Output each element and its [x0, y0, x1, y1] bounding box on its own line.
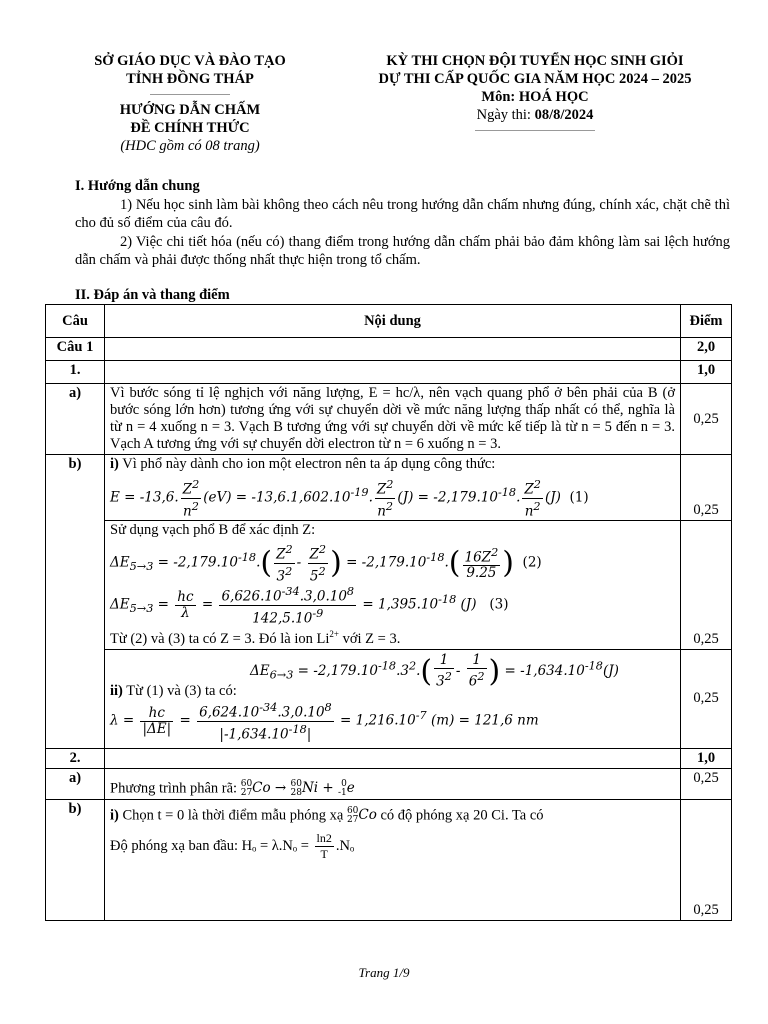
- subpart-label: b): [46, 799, 105, 920]
- subpart-label: a): [46, 768, 105, 799]
- answer-cell: [105, 768, 681, 799]
- equation-3: $\Delta E_{5\to 3}$ = $\frac{hc}{\lambda}$ = $\frac{6,626.10^{-34}.3,0.10^8}{142,5.10^{-9}}$ = $1,395.10^{-18}$ (J) (3): [110, 585, 509, 626]
- conclusion-line: [110, 626, 675, 648]
- answer-score: 0,25: [681, 455, 732, 521]
- answer-score: 0,25: [681, 521, 732, 650]
- answer-score: 0,25: [681, 768, 732, 799]
- doc-type: HƯỚNG DẪN CHẤM: [119, 102, 261, 118]
- subpart-label: b): [46, 455, 105, 749]
- item-prefix: i): [110, 807, 119, 824]
- subject-line: [335, 88, 735, 106]
- ln2-fraction: $\frac{\ln 2}{T}$: [316, 830, 332, 861]
- part-label: 2.: [46, 748, 105, 768]
- section-2-title: II. Đáp án và thang điểm: [75, 287, 230, 303]
- exam-title: KỲ THI CHỌN ĐỘI TUYỂN HỌC SINH GIỎI: [386, 53, 684, 69]
- department-name: SỞ GIÁO DỤC VÀ ĐÀO TẠO: [94, 53, 286, 69]
- subpart-label: a): [46, 384, 105, 455]
- equation-4: $\Delta E_{6\to 3} = -2,179.10^{-18}.3^2$.( $\frac{1}{3^2}$ - $\frac{1}{6^2}$ ) = $-1,634.10^{-18}(J)$: [250, 651, 619, 690]
- answer-cell: [105, 455, 681, 521]
- part-label: 1.: [46, 361, 105, 384]
- page-count-note: (HDC gồm có 08 trang): [120, 138, 260, 154]
- part-score: 1,0: [681, 748, 732, 768]
- answer-text: Sử dụng vạch phổ B để xác định Z:: [110, 522, 316, 538]
- answer-text: với Z = 3.: [338, 630, 401, 647]
- table-header-row: [46, 305, 732, 338]
- ion-charge: 2+: [329, 629, 339, 639]
- date-value: 08/8/2024: [534, 107, 594, 123]
- date-label: Ngày thi:: [476, 107, 535, 123]
- subject-label: Môn:: [481, 89, 519, 105]
- cobalt-symbol: 60 27Co: [346, 805, 377, 825]
- question-label: Câu 1: [46, 338, 105, 361]
- section-1-title: I. Hướng dẫn chung: [75, 178, 200, 194]
- answer-score: 0,25: [681, 384, 732, 455]
- col-header-score: Điểm: [681, 305, 732, 338]
- header-divider: [150, 94, 230, 95]
- table-row: [46, 455, 732, 521]
- equation-1: E = -13,6. $\frac{Z^2}{n^2}$ $(eV) = -13,6.1,602.10^{-19}$. $\frac{Z^2}{n^2}$ $(J) = -2,179.10^{-18}$. $\frac{Z^2}{n^2}$ (J) (1): [110, 478, 589, 519]
- answer-cell: i) Chọn t = 0 là thời điểm mẫu phóng xạ 60 27Co có độ phóng xạ 20 Ci. Ta có Độ phóng xạ ban đầu: Hₒ = λ.Nₒ = $\frac{\ln 2}{T}$ .Nₒ: [105, 799, 681, 920]
- answer-cell: [105, 649, 681, 748]
- guideline-1: 1) Nếu học sinh làm bài không theo cách nêu trong hướng dẫn chấm nhưng đúng, chính xác, chặt chẽ thì cho đủ số điểm của câu đó.: [75, 197, 730, 231]
- question-score: 2,0: [681, 338, 732, 361]
- answer-score: 0,25: [681, 649, 732, 748]
- answer-text: Vì phổ này dành cho ion một electron nên ta áp dụng công thức:: [118, 456, 496, 472]
- answer-text: Phương trình phân rã:: [110, 780, 238, 797]
- table-row: [46, 768, 732, 799]
- answer-text: Chọn t = 0 là thời điểm mẫu phóng xạ: [118, 807, 347, 824]
- table-row: [46, 748, 732, 768]
- header-left: [60, 52, 320, 155]
- item-prefix: i): [110, 456, 119, 472]
- answer-table: [45, 304, 732, 921]
- answer-text: Từ (2) và (3) ta có Z = 3. Đó là ion Li: [110, 630, 330, 647]
- subject-value: HOÁ HỌC: [518, 89, 589, 105]
- table-row: [46, 521, 732, 650]
- answer-text: Độ phóng xạ ban đầu: Hₒ = λ.Nₒ =: [110, 837, 313, 854]
- part-score: 1,0: [681, 361, 732, 384]
- table-row: [46, 384, 732, 455]
- decay-equation: 60 27Co → 60 28Ni + 0 -1e: [240, 778, 355, 798]
- col-header-cau: Câu: [46, 305, 105, 338]
- equation-5: λ = $\frac{hc}{|\Delta E|}$ = $\frac{6,624.10^{-34}.3,0.10^8}{|-1,634.10^{-18}|}$ = $1,216.10^{-7}$ (m) = 121,6 nm: [110, 701, 539, 743]
- official-label: ĐỀ CHÍNH THỨC: [130, 120, 250, 136]
- page-footer: Trang 1/9: [358, 965, 410, 980]
- date-line: [335, 106, 735, 124]
- answer-cell: [105, 521, 681, 650]
- equation-2: $\Delta E_{5\to 3} = -2,179.10^{-18}$.( $\frac{Z^2}{3^2}$ - $\frac{Z^2}{5^2}$ ) = $-2,179.10^{-18}$.( $\frac{16Z^2}{9.25}$ ) (2): [110, 543, 542, 584]
- header-right: [335, 52, 735, 137]
- exam-subtitle: DỰ THI CẤP QUỐC GIA NĂM HỌC 2024 – 2025: [378, 71, 692, 87]
- table-row: [46, 799, 732, 920]
- answer-text: Từ (1) và (3) ta có:: [122, 683, 237, 700]
- answer-score: 0,25: [681, 799, 732, 920]
- col-header-content: Nội dung: [105, 305, 681, 338]
- header-right-divider: [475, 130, 595, 131]
- answer-text: có độ phóng xạ 20 Ci. Ta có: [376, 807, 544, 824]
- table-row: [46, 649, 732, 748]
- province-name: TỈNH ĐỒNG THÁP: [126, 71, 254, 87]
- table-row: [46, 338, 732, 361]
- guideline-2: 2) Việc chi tiết hóa (nếu có) thang điểm trong hướng dẫn chấm phải bảo đảm không làm sai lệch hướng dẫn chấm và phải được thống nhất thực hiện trong tổ chấm.: [75, 234, 730, 268]
- item-prefix: ii): [110, 683, 123, 700]
- answer-text: Vì bước sóng tỉ lệ nghịch với năng lượng, E = hc/λ, nên vạch quang phổ ở bên phải của B (ở bước sóng lớn hơn) tương ứng với sự chuyển dời về mức năng lượng thấp nhất có thể, nghĩa là từ n = 4 xuống n = 3. Vạch B tương ứng với sự chuyển dời về mức kế tiếp là từ n = 5 đến n = 3. Vạch A tương ứng với sự chuyển dời electron từ n = 6 xuống n = 3.: [105, 384, 681, 455]
- table-row: [46, 361, 732, 384]
